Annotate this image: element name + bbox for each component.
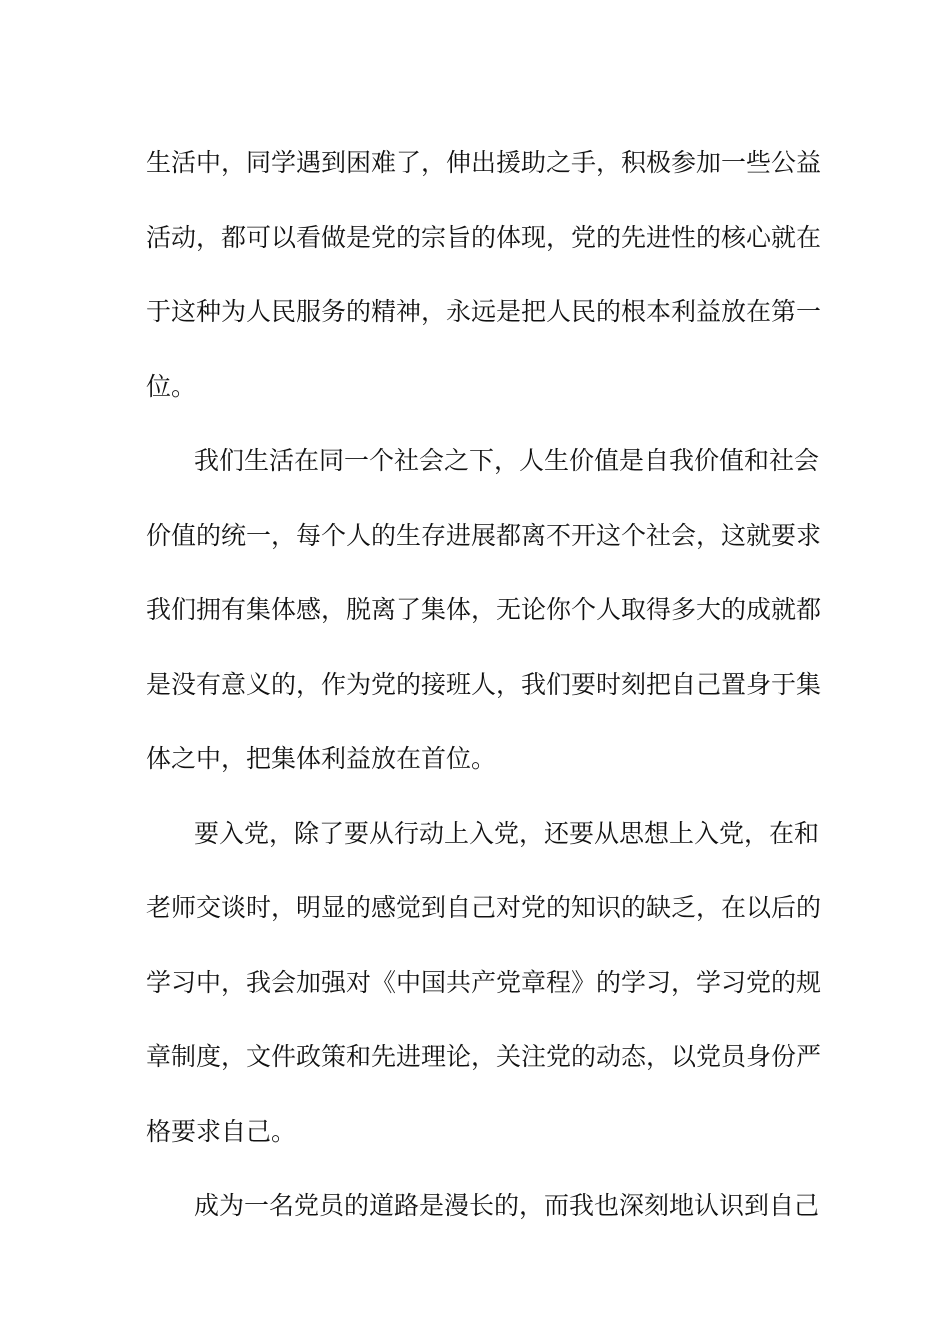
text-line-2: 活动，都可以看做是党的宗旨的体现，党的先进性的核心就在 <box>146 222 822 252</box>
text-line-10: 要入党，除了要从行动上入党，还要从思想上入党，在和 <box>194 818 820 848</box>
text-line-1: 生活中，同学遇到困难了，伸出援助之手，积极参加一些公益 <box>146 148 822 177</box>
text-line-13: 章制度，文件政策和先进理论，关注党的动态，以党员身份严 <box>146 1042 822 1071</box>
text-line-12: 学习中，我会加强对《中国共产党章程》的学习，学习党的规 <box>146 967 822 997</box>
text-line-3: 于这种为人民服务的精神，永远是把人民的根本利益放在第一 <box>146 297 822 326</box>
text-line-14: 格要求自己。 <box>146 1116 297 1146</box>
text-line-7: 我们拥有集体感，脱离了集体，无论你个人取得多大的成就都 <box>146 595 822 624</box>
text-line-15: 成为一名党员的道路是漫长的，而我也深刻地认识到自己 <box>194 1191 820 1220</box>
text-line-6: 价值的统一，每个人的生存进展都离不开这个社会，这就要求 <box>146 520 822 550</box>
document-body <box>146 126 822 1244</box>
text-line-11: 老师交谈时，明显的感觉到自己对党的知识的缺乏，在以后的 <box>146 893 822 922</box>
text-line-9: 体之中，把集体利益放在首位。 <box>146 744 497 773</box>
text-line-5: 我们生活在同一个社会之下，人生价值是自我价值和社会 <box>194 446 820 475</box>
text-line-8: 是没有意义的，作为党的接班人，我们要时刻把自己置身于集 <box>146 669 822 699</box>
text-line-4: 位。 <box>146 371 197 401</box>
